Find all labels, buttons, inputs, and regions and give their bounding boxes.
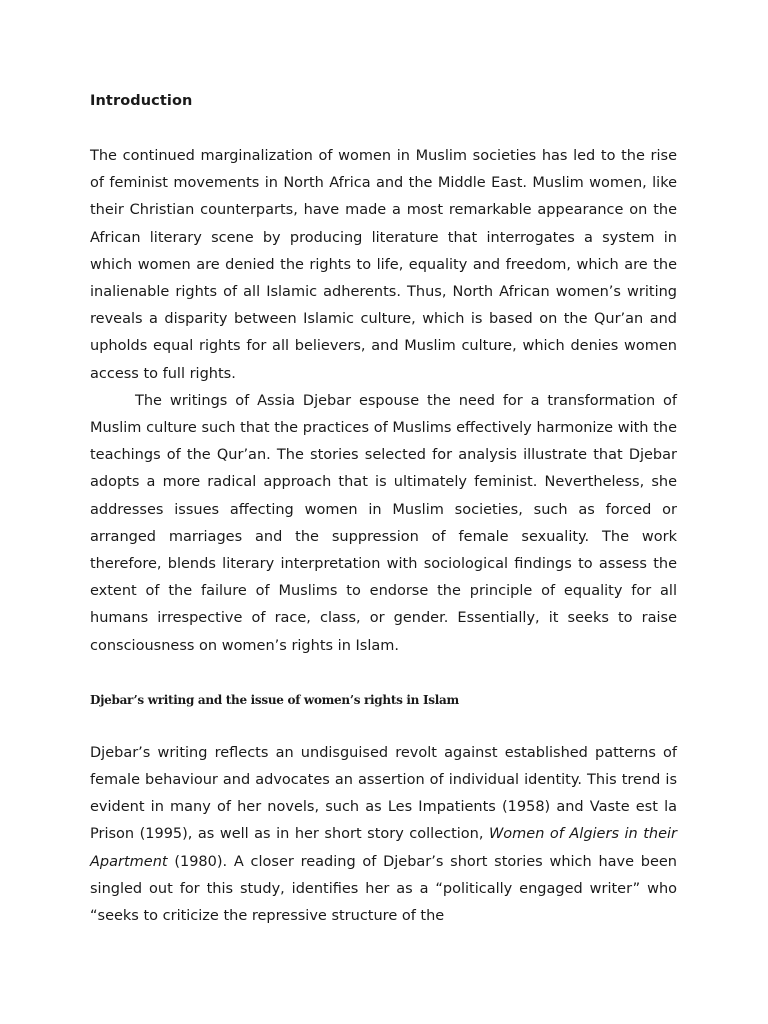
paragraph-intro-1: The continued marginalization of women in Muslim societies has led to the rise of feminist movements in North Africa and the Middle East. Muslim women, like their Christian counterparts, have made a most remarkable appearance on the African literary scene by producing literature that interrogates a system in which women are denied the rights to life, equality and freedom, which are the inalienable rights of all Islamic adherents. Thus, North African women’s writing reveals a disparity between Islamic culture, which is based on the Qur’an and upholds equal rights for all believers, and Muslim culture, which denies women access to full rights. [90,148,677,382]
paragraph-djebar-1 [90,740,677,930]
paragraph-intro-2: The writings of Assia Djebar espouse the need for a transformation of Muslim culture such that the practices of Muslims effectively harmonize with the teachings of the Qur’an. The stories selected for analysis illustrate that Djebar adopts a more radical approach that is ultimately feminist. Nevertheless, she addresses issues affecting women in Muslim societies, such as forced or arranged marriages and the suppression of female sexuality. The work therefore, blends literary interpretation with sociological findings to assess the extent of the failure of Muslims to endorse the principle of equality for all humans irrespective of race, class, or gender. Essentially, it seeks to raise consciousness on women’s rights in Islam. [90,392,677,654]
section-heading-introduction: Introduction [90,93,193,109]
paragraph-djebar-1-text-b: (1980). A closer reading of Djebar’s short stories which have been singled out for this study, identifies her as a “politically engaged writer” who “seeks to criticize the repressive structure of the [90,853,677,925]
document-page [90,88,677,930]
paragraph-djebar-1-text-a: Djebar’s writing reflects an undisguised revolt against established patterns of female behaviour and advocates an assertion of individual identity. This trend is evident in many of her novels, such as Les Impatients (1958) and Vaste est la Prison (1995), as well as in her short story collection, [90,744,677,843]
section-heading-djebar-writing: Djebar’s writing and the issue of women’s rights in Islam [90,692,459,707]
book-title-women-of-algiers: Women of Algiers in their Apartment [90,826,677,870]
